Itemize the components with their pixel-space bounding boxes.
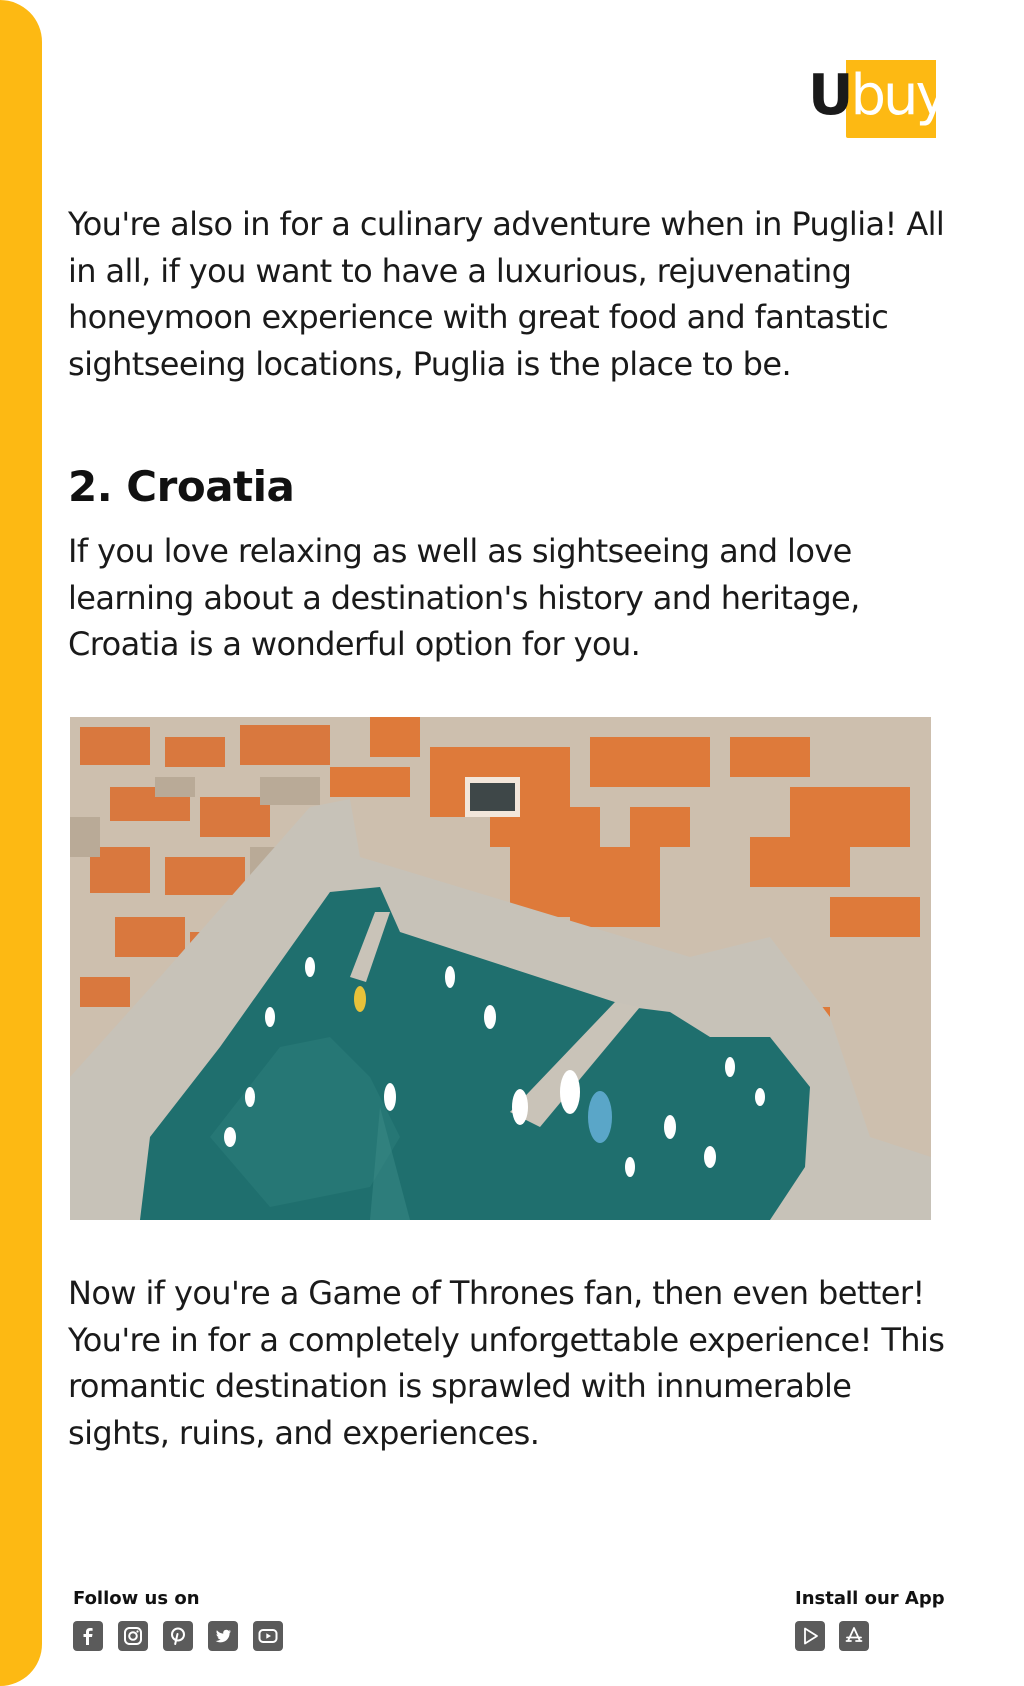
install-label: Install our App — [795, 1588, 945, 1609]
youtube-icon[interactable] — [253, 1621, 283, 1651]
instagram-icon[interactable] — [118, 1621, 148, 1651]
follow-label: Follow us on — [73, 1588, 200, 1609]
logo-text — [808, 63, 946, 128]
facebook-icon[interactable] — [73, 1621, 103, 1651]
section-paragraph: If you love relaxing as well as sightseeing and love learning about a destination's history and heritage, Croatia is a wonderful option for you. — [68, 532, 860, 663]
google-play-icon[interactable] — [795, 1621, 825, 1651]
intro-paragraph: You're also in for a culinary adventure when in Puglia! All in all, if you want to have a luxurious, rejuvenating honeymoon experience with great food and fantastic sightseeing locations, Puglia is the place to be. — [68, 205, 945, 383]
install-app-section — [795, 1588, 945, 1651]
logo-letter: U — [808, 63, 851, 128]
section-heading: 2. Croatia — [68, 462, 295, 511]
social-icon-row — [73, 1621, 283, 1651]
app-icon-row — [795, 1621, 945, 1651]
ubuy-logo[interactable] — [808, 60, 946, 138]
closing-paragraph: Now if you're a Game of Thrones fan, then even better! You're in for a completely unforgettable experience! This romantic destination is sprawled with innumerable sights, ruins, and experiences. — [68, 1274, 945, 1452]
aerial-harbor-photo — [70, 717, 931, 1220]
logo-word: buy — [850, 63, 946, 128]
accent-side-bar — [0, 0, 42, 1686]
social-follow-section — [73, 1588, 283, 1651]
twitter-icon[interactable] — [208, 1621, 238, 1651]
app-store-icon[interactable] — [839, 1621, 869, 1651]
pinterest-icon[interactable] — [163, 1621, 193, 1651]
harbor-illustration — [70, 717, 931, 1220]
